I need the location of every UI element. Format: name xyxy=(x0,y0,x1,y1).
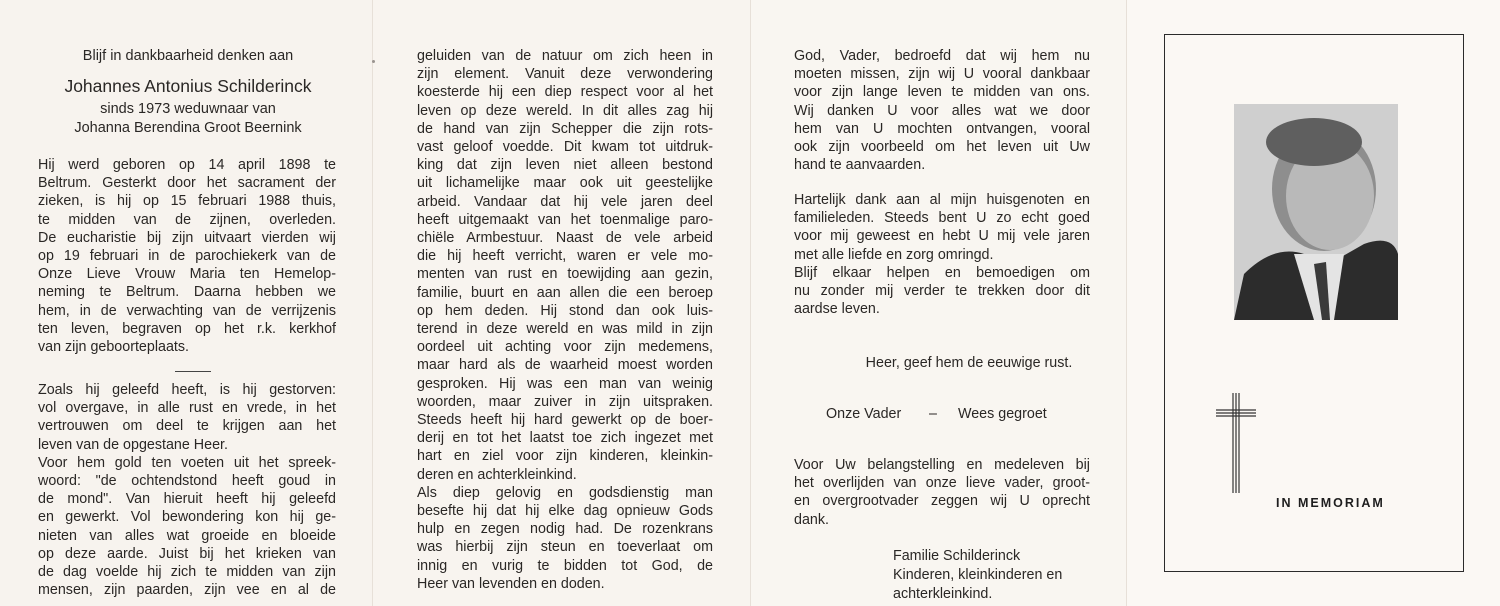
text-line: Hij werd geboren op 14 april 1898 te xyxy=(38,157,336,173)
deceased-name: Johannes Antonius Schilderinck xyxy=(64,76,312,96)
text-line: familie, buurt en aan allen die een beroep xyxy=(417,284,713,301)
text-line: en overgrootvader zeggen wij U oprecht xyxy=(794,493,1090,510)
text-line: king dat zijn leven niet alleen bestond xyxy=(417,157,713,174)
text-line: Hartelijk dank aan al mijn huisgenoten en xyxy=(794,192,1090,208)
text-line: woord: "de ochtendstond heeft goud in xyxy=(38,473,336,490)
gratitude-paragraph xyxy=(794,456,1090,529)
paper-speck xyxy=(372,60,375,63)
text-line: leven op deze wereld. In dit alles zag hij xyxy=(417,102,713,119)
text-line: uit lichamelijke maar ook uit geestelijke xyxy=(417,175,713,192)
text-line: Voor Uw belangstelling en medeleven bij xyxy=(794,457,1090,473)
portrait-photo xyxy=(1234,104,1398,320)
text-line: geluiden van de natuur om zich heen in xyxy=(417,48,713,64)
text-line: op deze aarde. Juist bij het krieken van xyxy=(38,545,336,562)
text-line: en gewerkt. Vol bewondering kon hij ge- xyxy=(38,509,336,526)
widower-line: sinds 1973 weduwnaar van xyxy=(100,101,276,117)
in-memoriam-label: IN MEMORIAM xyxy=(1276,496,1385,510)
biography-continued xyxy=(417,47,713,593)
text-line: woorden, maar zuiver in zijn uitspraken. xyxy=(417,393,713,410)
text-line: chiële Armbestuur. Naast de vele arbeid xyxy=(417,230,713,247)
text-line: met alle liefde en zorg omringd. xyxy=(794,246,994,263)
biography-paragraph xyxy=(38,156,336,356)
text-line: vol overgave, in alle rust en vrede, in het xyxy=(38,400,336,417)
text-line: dank. xyxy=(794,511,829,528)
text-line: vast geloof voedde. Dit kwam tot uitdruk- xyxy=(417,139,713,156)
text-line: op 19 februari in de parochiekerk van de xyxy=(38,248,336,265)
text-line: nieten van alles wat groeide en bloeide xyxy=(38,527,336,544)
prayer-hail-mary: Wees gegroet xyxy=(958,406,1047,422)
text-line: aardse leven. xyxy=(794,301,880,318)
text-line: koesterde hij een diep respect voor al het xyxy=(417,84,713,101)
text-line: hem van U mochten ontvangen, vooral xyxy=(794,120,1090,137)
text-line: vertrouwen om deel te krijgen aan het xyxy=(38,418,336,435)
text-line: derij en tot het laatst toe zich ingezet met xyxy=(417,430,713,447)
eternal-rest-prayer: Heer, geef hem de eeuwige rust. xyxy=(865,355,1073,371)
text-line: die hij heeft verricht, waren er vele mo- xyxy=(417,248,713,265)
text-line: de hand van zijn Schepper die zijn rots- xyxy=(417,120,713,137)
prayer-paragraph xyxy=(794,47,1090,174)
text-line: arbeid. Vandaar dat hij vele jaren deel xyxy=(417,193,713,210)
text-line: hand te aanvaarden. xyxy=(794,157,926,174)
text-line: te midden van de zijnen, overleden. xyxy=(38,211,336,228)
text-line: heeft uitgemaakt van het toenmalige paro- xyxy=(417,211,713,228)
separator-line xyxy=(175,371,211,372)
text-line: hart en ziel voor zijn kinderen, kleinkin- xyxy=(417,448,713,465)
text-line: Onze Lieve Vrouw Maria ten Hemelop- xyxy=(38,266,336,283)
text-line: Beltrum. Gesterkt door het sacrament der xyxy=(38,175,336,192)
text-line: mensen, zijn paarden, zijn vee en al de xyxy=(38,582,336,599)
text-line: maar hard als de waarheid moest worden xyxy=(417,357,713,374)
intro-line: Blijf in dankbaarheid denken aan xyxy=(82,48,294,64)
text-line: nu zonder mij verder te trekken door dit xyxy=(794,283,1090,300)
text-line: hem, in de verwachting van de verrijzenis xyxy=(38,302,336,319)
text-line: deren en achterkleinkind. xyxy=(417,466,577,483)
fold-line xyxy=(750,0,751,606)
text-line: Blijf elkaar helpen en bemoedigen om xyxy=(794,264,1090,281)
fold-line xyxy=(372,0,373,606)
text-line: op hem deden. Hij stond dan ook luis- xyxy=(417,302,713,319)
text-line: familieleden. Steeds bent U zo echt goed xyxy=(794,210,1090,227)
text-line: Zoals hij geleefd heeft, is hij gestorven: xyxy=(38,382,336,398)
family-members-cont: achterkleinkind. xyxy=(893,586,993,602)
text-line: voor zijn lange leven te midden van ons. xyxy=(794,84,1090,101)
text-line: Wij danken U voor alles wat we door xyxy=(794,102,1090,119)
prayer-dash: – xyxy=(929,406,937,422)
thanks-paragraph xyxy=(794,191,1090,318)
biography-paragraph xyxy=(38,381,336,599)
text-line: De eucharistie bij zijn uitvaart vierden wij xyxy=(38,229,336,246)
text-line: zieken, is hij op 15 februari 1988 thuis, xyxy=(38,193,336,210)
prayer-our-father: Onze Vader xyxy=(826,406,902,422)
text-line: het overlijden van onze lieve vader, groot- xyxy=(794,475,1090,492)
text-line: leven van de opgestane Heer. xyxy=(38,436,228,453)
text-line: oordeel uit achting voor zijn medemens, xyxy=(417,339,713,356)
fold-line xyxy=(1126,0,1127,606)
text-line: Steeds heeft hij hard gewerkt op de boer- xyxy=(417,412,713,429)
text-line: menten van rust en toewijding aan gezin, xyxy=(417,266,713,283)
spouse-name: Johanna Berendina Groot Beernink xyxy=(74,120,302,136)
text-line: ook zijn voorbeeld om het leven uit Uw xyxy=(794,139,1090,156)
text-line: innig en vurig te bidden tot God, de xyxy=(417,557,713,574)
text-line: ten leven, begraven op het r.k. kerkhof xyxy=(38,320,336,337)
text-line: de dag voelde hij zich te midden van zijn xyxy=(38,564,336,581)
text-line: zijn element. Vanuit deze verwondering xyxy=(417,66,713,83)
text-line: terend in deze wereld en was mild in zijn xyxy=(417,321,713,338)
text-line: Voor hem gold ten voeten uit het spreek- xyxy=(38,454,336,471)
text-line: de mond". Van hieruit heeft hij geleefd xyxy=(38,491,336,508)
text-line: hulp en zegen nodig had. De rozenkrans xyxy=(417,521,713,538)
text-line: van zijn geboorteplaats. xyxy=(38,339,190,356)
family-members: Kinderen, kleinkinderen en xyxy=(893,567,1063,583)
text-line: besefte hij dat hij elke dag opnieuw Gods xyxy=(417,503,713,520)
text-line: voor mij geweest en hebt U mij vele jaren xyxy=(794,228,1090,245)
text-line: Heer van levenden en doden. xyxy=(417,575,605,592)
text-line: neming te Beltrum. Daarna hebben we xyxy=(38,284,336,301)
text-line: Als diep gelovig en godsdienstig man xyxy=(417,484,713,501)
cross-icon xyxy=(1216,393,1258,498)
text-line: was hierbij zijn steun en toeverlaat om xyxy=(417,539,713,556)
text-line: moeten missen, zijn wij U vooral dankbaar xyxy=(794,66,1090,83)
text-line: God, Vader, bedroefd dat wij hem nu xyxy=(794,48,1090,64)
text-line: gesproken. Hij was een man van weinig xyxy=(417,375,713,392)
family-signature: Familie Schilderinck xyxy=(893,548,1021,564)
